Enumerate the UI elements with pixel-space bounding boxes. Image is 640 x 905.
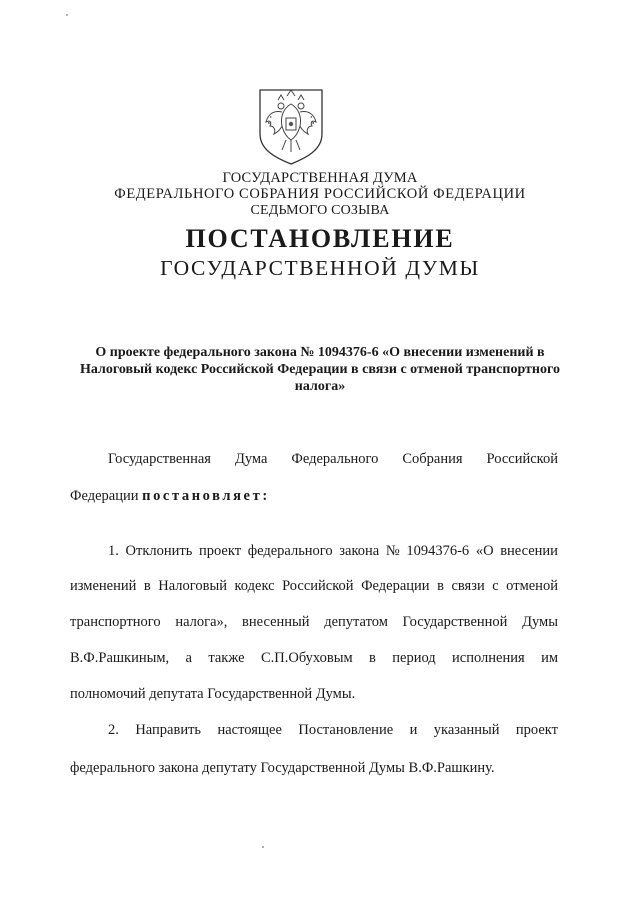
- document-subtitle: ГОСУДАРСТВЕННОЙ ДУМЫ: [160, 256, 480, 280]
- word: 2.: [108, 722, 119, 738]
- item-1-line-3: [70, 614, 558, 631]
- item-2-line-2: федерального закона депутату Государственной Думы В.Ф.Рашкину.: [70, 760, 495, 776]
- word: с: [492, 578, 499, 594]
- word: проект: [198, 543, 242, 559]
- word: В.Ф.Рашкиным,: [70, 650, 170, 666]
- word: кодекс: [234, 578, 275, 594]
- word: Государственной: [402, 614, 508, 630]
- word: в: [143, 578, 151, 594]
- preamble-word: Государственная: [108, 451, 211, 467]
- item-1-line-4: [70, 650, 558, 667]
- word: внесенный: [242, 614, 310, 630]
- preamble-word: Федерального: [291, 451, 379, 467]
- word: период: [392, 650, 436, 666]
- document-subject: О проекте федерального закона № 1094376-6 «О внесении изменений в Налоговый кодекс Российской Федерации в связи с отменой транспортного налога»: [80, 345, 560, 394]
- item-1-line-1: [70, 543, 558, 560]
- preamble-word: Российской: [486, 451, 558, 467]
- word: Федерации: [361, 578, 430, 594]
- header-line-convocation: СЕДЬМОГО СОЗЫВА: [250, 203, 390, 218]
- item-1-line-5: полномочий депутата Государственной Думы.: [70, 686, 356, 702]
- word: и: [409, 722, 418, 738]
- word: 1094376-6: [406, 543, 470, 559]
- item-2-line-1: [70, 722, 558, 739]
- word: в: [437, 578, 444, 594]
- word: в: [369, 650, 376, 666]
- word: а: [185, 650, 192, 666]
- document-title: ПОСТАНОВЛЕНИЕ: [185, 224, 455, 253]
- scan-speck: [262, 846, 264, 848]
- word: изменений: [70, 578, 137, 594]
- word: настоящее: [217, 722, 282, 738]
- word: закона: [339, 543, 380, 559]
- word: Налоговый: [158, 578, 227, 594]
- word: отменой: [506, 578, 558, 594]
- word: связи: [451, 578, 485, 594]
- word: Отклонить: [125, 543, 193, 559]
- word: 1.: [108, 543, 119, 559]
- word: федерального: [247, 543, 333, 559]
- word: указанный: [433, 722, 500, 738]
- preamble-word: Собрания: [402, 451, 463, 467]
- preamble-federation: Федерации: [70, 488, 139, 504]
- word: налога»,: [175, 614, 228, 630]
- header-line-state-duma: ГОСУДАРСТВЕННАЯ ДУМА: [222, 170, 418, 186]
- word: №: [385, 543, 400, 559]
- preamble-word: Дума: [234, 451, 268, 467]
- preamble-line-2: [70, 488, 558, 505]
- word: С.П.Обуховым: [260, 650, 353, 666]
- word: депутатом: [324, 614, 388, 630]
- word: Российской: [282, 578, 354, 594]
- coat-of-arms-emblem: [256, 86, 326, 166]
- item-1-line-2: [70, 578, 558, 595]
- word: проект: [515, 722, 558, 738]
- word: транспортного: [70, 614, 161, 630]
- word: Думы: [522, 614, 558, 630]
- scan-speck: [66, 14, 68, 16]
- word: также: [208, 650, 245, 666]
- header-line-federal-assembly: ФЕДЕРАЛЬНОГО СОБРАНИЯ РОССИЙСКОЙ ФЕДЕРАЦИИ: [114, 186, 526, 202]
- preamble-line-1: [70, 451, 558, 468]
- word: Направить: [135, 722, 202, 738]
- word: им: [541, 650, 558, 666]
- word: «О: [475, 543, 494, 559]
- word: исполнения: [452, 650, 525, 666]
- word: внесении: [500, 543, 558, 559]
- resolves-word: постановляет:: [142, 488, 270, 504]
- word: Постановление: [298, 722, 394, 738]
